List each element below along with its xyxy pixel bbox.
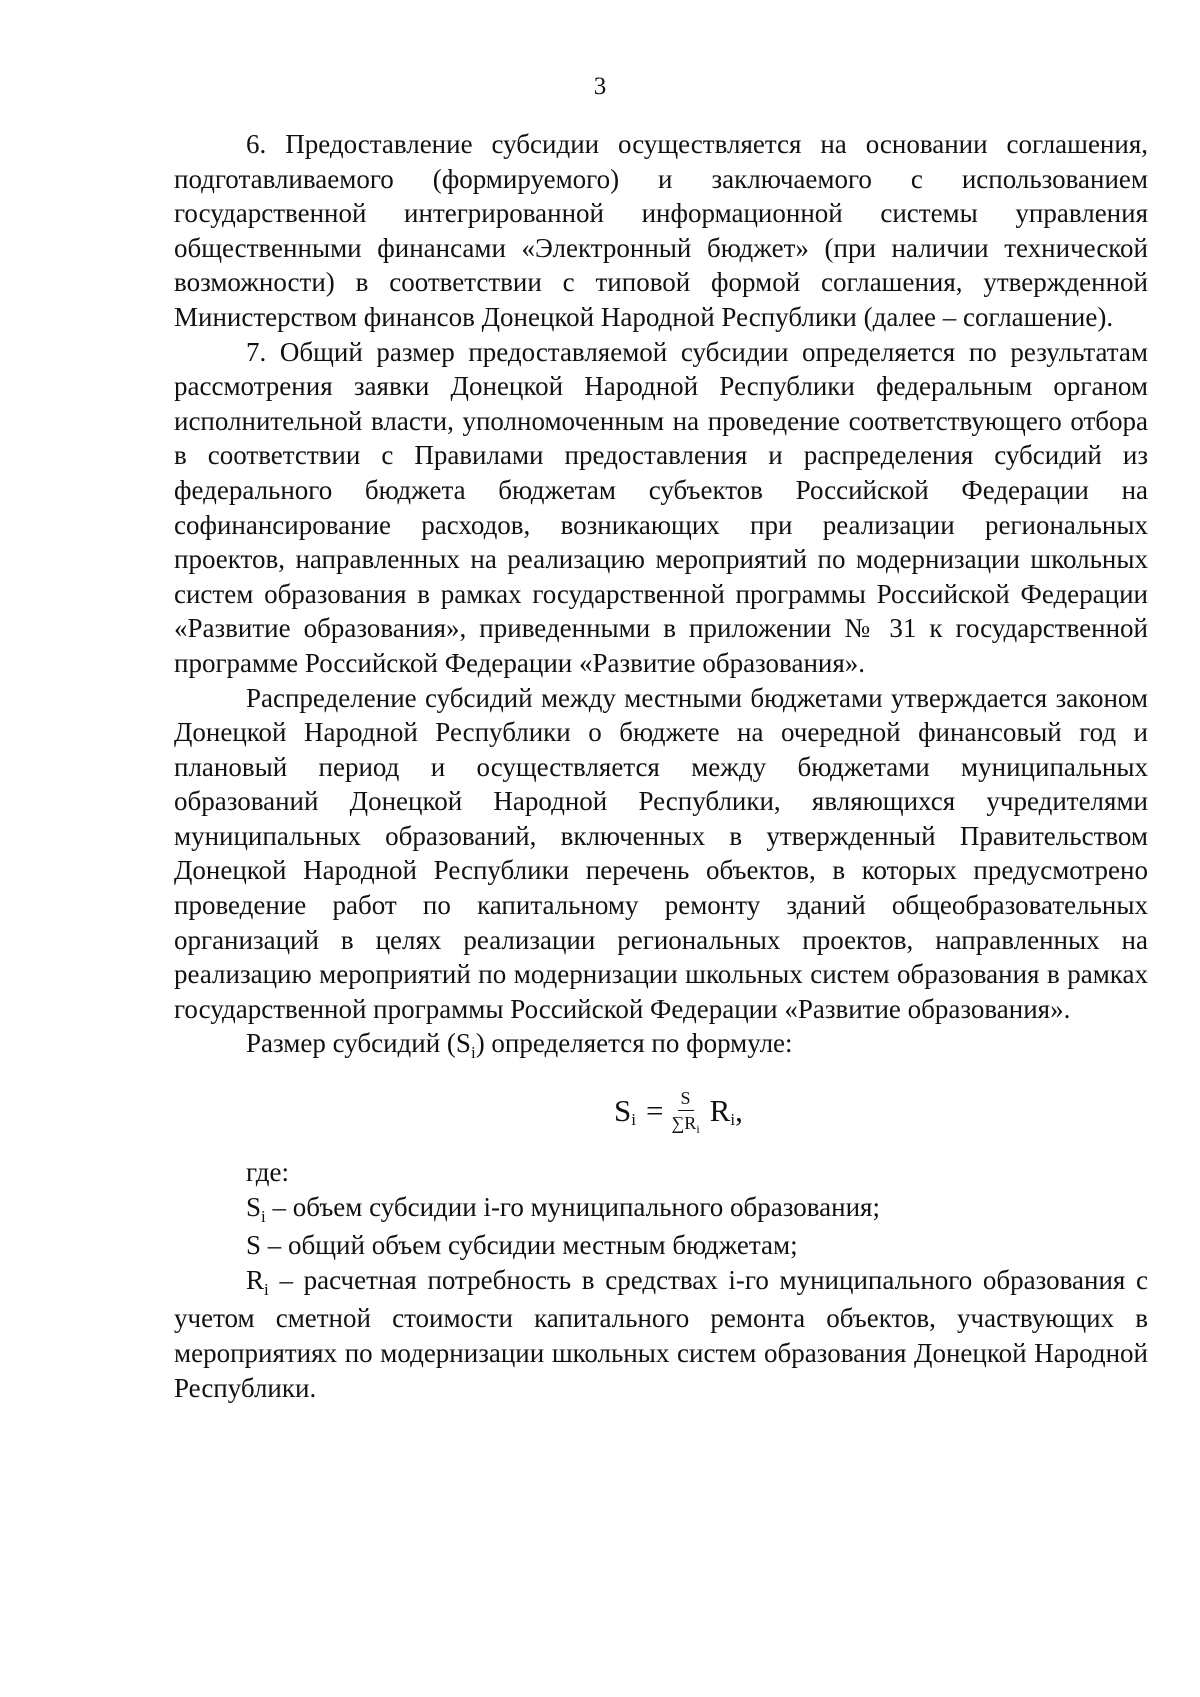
subsidy-formula — [614, 1088, 743, 1137]
formula-denominator-sub: i — [696, 1122, 700, 1137]
definition-si — [174, 1190, 1148, 1229]
paragraph-distribution: Распределение субсидий между местными бюджетами утверждается законом Донецкой Народной Республики о бюджете на очередной финансовый год и плановый период и осуществляется между бюджетами муниципальных образований Донецкой Народной Республики, являющихся учредителями муниципальных образований, включенных в утвержденный Правительством Донецкой Народной Республики перечень объектов, в которых предусмотрено проведение работ по капитальному ремонту зданий общеобразовательных организаций в целях реализации региональных проектов, направленных на реализацию мероприятий по модернизации школьных систем образования в рамках государственной программы Российской Федерации «Развитие образования». — [174, 682, 1148, 1024]
formula-intro-after: ) определяется по формуле: — [475, 1028, 793, 1059]
definition-s-symbol: S — [246, 1230, 262, 1261]
formula-denominator-text: ∑R — [671, 1113, 697, 1134]
document-body — [174, 127, 1148, 1405]
formula-lhs: S — [614, 1093, 632, 1129]
definition-si-sub: i — [261, 1206, 266, 1226]
definition-s — [174, 1228, 1148, 1263]
formula-lhs-sub: i — [631, 1110, 636, 1130]
formula-intro — [174, 1026, 1148, 1065]
page-number: 3 — [593, 73, 607, 100]
formula-numerator: S — [678, 1089, 694, 1111]
where-label: где: — [246, 1157, 289, 1188]
definition-ri-symbol: R — [246, 1264, 265, 1295]
definition-ri-text: – расчетная потребность в средствах i-го муниципального образования с учетом сметной стоимости капитального ремонта объектов, участвующих в мероприятиях по модернизации школьных систем образования Донецкой Народной Республики. — [174, 1264, 1148, 1403]
definition-ri-sub: i — [264, 1279, 269, 1299]
formula-intro-sub: i — [470, 1043, 476, 1063]
formula-block — [174, 1065, 1148, 1155]
formula-denominator — [671, 1111, 700, 1137]
paragraph-6: 6. Предоставление субсидии осуществляется на основании соглашения, подготавливаемого (формируемого) и заключаемого с использованием государственной интегрированной информационной системы управления общественными финансами «Электронный бюджет» (при наличии технической возможности) в соответствии с типовой формой соглашения, утвержденной Министерством финансов Донецкой Народной Республики (далее – соглашение). — [174, 129, 1148, 332]
formula-trail: , — [735, 1093, 743, 1129]
formula-equals: = — [645, 1093, 664, 1129]
paragraph-7: 7. Общий размер предоставляемой субсидии определяется по результатам рассмотрения заявки Донецкой Народной Республики федеральным органом исполнительной власти, уполномоченным на проведение соответствующего отбора в соответствии с Правилами предоставления и распределения субсидий из федерального бюджета бюджетам субъектов Российской Федерации на софинансирование расходов, возникающих при реализации региональных проектов, направленных на реализацию мероприятий по модернизации школьных систем образования в рамках государственной программы Российской Федерации «Развитие образования», приведенными в приложении № 31 к государственной программе Российской Федерации «Развитие образования». — [174, 336, 1148, 678]
definition-si-symbol: S — [246, 1191, 262, 1222]
formula-intro-before: Размер субсидий (S — [246, 1028, 471, 1059]
formula-rhs-sub: i — [730, 1110, 736, 1130]
definition-s-text: – общий объем субсидии местным бюджетам; — [261, 1230, 798, 1261]
formula-fraction — [671, 1088, 700, 1137]
definition-si-text: – объем субсидии i-го муниципального образования; — [265, 1191, 880, 1222]
definition-ri — [174, 1263, 1148, 1405]
formula-rhs: R — [709, 1093, 731, 1129]
